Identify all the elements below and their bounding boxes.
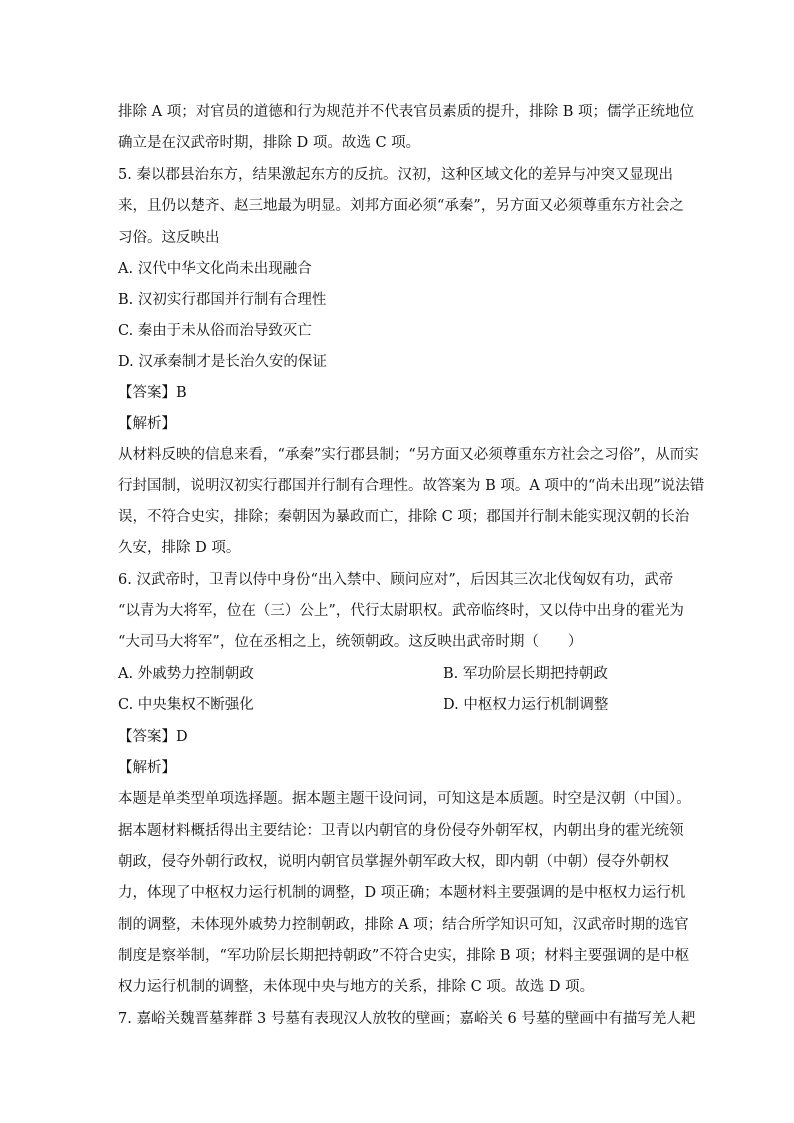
question-5-option-b: B. 汉初实行郡国并行制有合理性 (118, 292, 327, 308)
question-5-option-c: C. 秦由于未从俗而治导致灭亡 (118, 323, 312, 339)
analysis-text: 误，不符合史实，排除；秦朝因为暴政而亡，排除 C 项；郡国并行制未能实现汉朝的长治 (118, 509, 690, 525)
text-line: 确立是在汉武帝时期，排除 D 项。故选 C 项。 (118, 135, 421, 151)
answer-label: 【答案】D (118, 729, 188, 745)
question-6-option-b: B. 军功阶层长期把持朝政 (443, 666, 608, 682)
answer-label: 【答案】B (118, 385, 187, 401)
analysis-text: 从材料反映的信息来看，“承秦”实行郡县制；“另方面又必须尊重东方社会之习俗”，从而实 (118, 447, 699, 463)
question-6-stem: “大司马大将军”，位在丞相之上，统领朝政。这反映出武帝时期（ ） (118, 634, 583, 650)
analysis-text: 本题是单类型单项选择题。据本题主题干设问词，可知这是本质题。时空是汉朝（中国）。 (118, 791, 691, 807)
question-6-stem: 6. 汉武帝时，卫青以侍中身份“出入禁中、顾问应对”，后因其三次北伐匈奴有功，武帝 (118, 572, 674, 588)
analysis-label: 【解析】 (118, 416, 176, 432)
analysis-text: 久安，排除 D 项。 (118, 540, 241, 556)
question-5-stem: 来，且仍以楚齐、赵三地最为明显。刘邦方面必须“承秦”，另方面又必须尊重东方社会之 (118, 198, 684, 214)
question-5-option-a: A. 汉代中华文化尚未出现融合 (118, 261, 312, 277)
question-6-option-c: C. 中央集权不断强化 (118, 697, 254, 713)
analysis-text: 制的调整，未体现外戚势力控制朝政，排除 A 项；结合所学知识可知，汉武帝时期的选官 (118, 917, 689, 933)
question-5-option-d: D. 汉承秦制才是长治久安的保证 (118, 354, 327, 370)
question-6-option-d: D. 中枢权力运行机制调整 (443, 697, 609, 713)
question-6-stem: “以青为大将军，位在（三）公上”，代行太尉职权。武帝临终时，又以侍中出身的霍光为 (118, 603, 684, 619)
analysis-text: 行封国制，说明汉初实行郡国并行制有合理性。故答案为 B 项。A 项中的“尚未出现”说法错 (118, 478, 705, 494)
analysis-text: 朝政，侵夺外朝行政权，说明内朝官员掌握外朝军政大权，即内朝（中朝）侵夺外朝权 (118, 854, 669, 870)
text-line: 排除 A 项；对官员的道德和行为规范并不代表官员素质的提升，排除 B 项；儒学正统地位 (118, 104, 695, 120)
analysis-text: 力，体现了中枢权力运行机制的调整，D 项正确；本题材料主要强调的是中枢权力运行机 (118, 885, 686, 901)
question-5-stem: 5. 秦以郡县治东方，结果激起东方的反抗。汉初，这种区域文化的差异与冲突又显现出 (118, 167, 673, 183)
analysis-text: 据本题材料概括得出主要结论：卫青以内朝官的身份侵夺外朝军权，内朝出身的霍光统领 (118, 823, 684, 839)
question-5-stem: 习俗。这反映出 (118, 230, 220, 246)
question-7-stem: 7. 嘉峪关魏晋墓葬群 3 号墓有表现汉人放牧的壁画；嘉峪关 6 号墓的壁画中有描写羌人耙 (118, 1011, 696, 1027)
analysis-text: 制度是察举制，“军功阶层长期把持朝政”不符合史实，排除 B 项；材料主要强调的是中枢 (118, 948, 690, 964)
analysis-label: 【解析】 (118, 760, 176, 776)
question-6-option-a: A. 外戚势力控制朝政 (118, 666, 254, 682)
analysis-text: 权力运行机制的调整，未体现中央与地方的关系，排除 C 项。故选 D 项。 (118, 979, 595, 995)
